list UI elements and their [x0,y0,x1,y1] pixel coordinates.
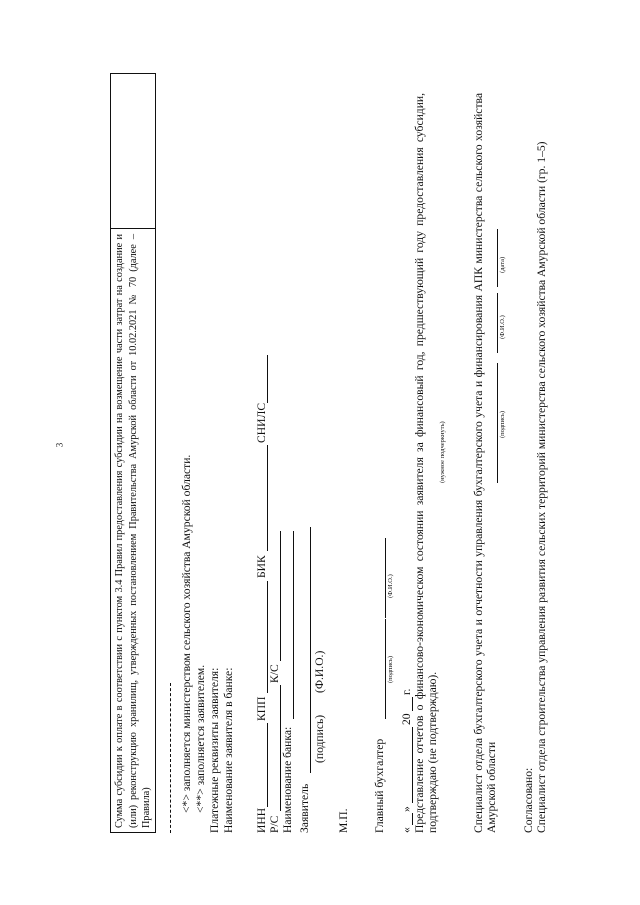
accountant-signature-line [385,619,386,719]
reports-statement: Представление отчетов о финансово-экономическом состоянии заявителя за финансовый год, предшествующий году предоставления субсидии, подтверждаю (не подтверждаю). [413,93,439,833]
date-close-quote: » [400,806,413,812]
specialist-accounting-text: Специалист отдела бухгалтерского учета и отчетности управления бухгалтерского учета и финансирования АПК министерства сельского хозяйства Амурской области [472,93,498,833]
ks-label: К/С [268,664,281,683]
requisites-heading: Платежные реквизиты заявителя: [208,667,221,833]
footnote-separator [170,683,171,833]
specialist-date-line [497,229,498,287]
bank-field-line [293,531,294,719]
applicant-label: Заявитель [298,783,311,833]
applicant-fio-caption: (Ф.И.О.) [313,650,326,693]
date-open-quote: « [400,827,413,833]
subsidy-table-row [110,73,156,833]
applicant-field-line [310,527,311,773]
agreed-specialist-text: Специалист отдела строительства управления развития сельских территорий министерства сельского хозяйства Амурской области (гр. 1–5) [535,141,548,833]
seal-place: М.П. [337,808,350,833]
accountant-label: Главный бухгалтер [373,738,386,833]
specialist-fio-line [497,293,498,353]
rs-label: Р/С [268,815,281,833]
table-column-divider [111,228,155,229]
subsidy-table-cell-text: Сумма субсидии к оплате в соответствии с пунктом 3.4 Правил предоставления субсидии на возмещение части затрат на создание и (или) реконструкцию хранилищ, утвержденных постановлением Правительства Амурской области от 10.02.2021 № 70 (далее – Правила) [114,234,152,828]
accountant-fio-line [385,538,386,618]
inn-field-line [267,723,268,807]
snils-field-line [267,355,268,403]
bik-field-line [267,445,268,551]
accountant-signature-caption: (подпись) [387,656,394,683]
specialist-signature-caption: (подпись) [499,411,506,438]
bank-name-label: Наименование заявителя в банке: [222,667,235,833]
specialist-fio-caption: (Ф.И.О.) [499,315,506,339]
date-year-prefix: 20 [400,713,413,725]
page-number: 3 [54,442,65,448]
applicant-signature-caption: (подпись) [313,714,326,763]
accountant-fio-caption: (Ф.И.О.) [387,574,394,598]
snils-label: СНИЛС [255,402,268,443]
rotated-content [110,73,580,833]
footnote-applicant: <**> заполняется заявителем. [194,664,207,813]
underline-note: (нужное подчеркнуть) [439,421,446,483]
kpp-label: КПП [255,696,268,721]
bank-label: Наименование банка: [281,726,294,833]
footnote-ministry: <*> заполняется министерством сельского хозяйства Амурской области. [180,454,193,813]
specialist-signature-line [497,363,498,483]
ks-field-line [280,531,281,661]
agreed-label: Согласовано: [522,767,535,833]
inn-label: ИНН [255,807,268,833]
specialist-date-caption: (дата) [499,256,506,273]
date-year-suffix: г. [400,688,413,695]
bik-label: БИК [255,555,268,578]
